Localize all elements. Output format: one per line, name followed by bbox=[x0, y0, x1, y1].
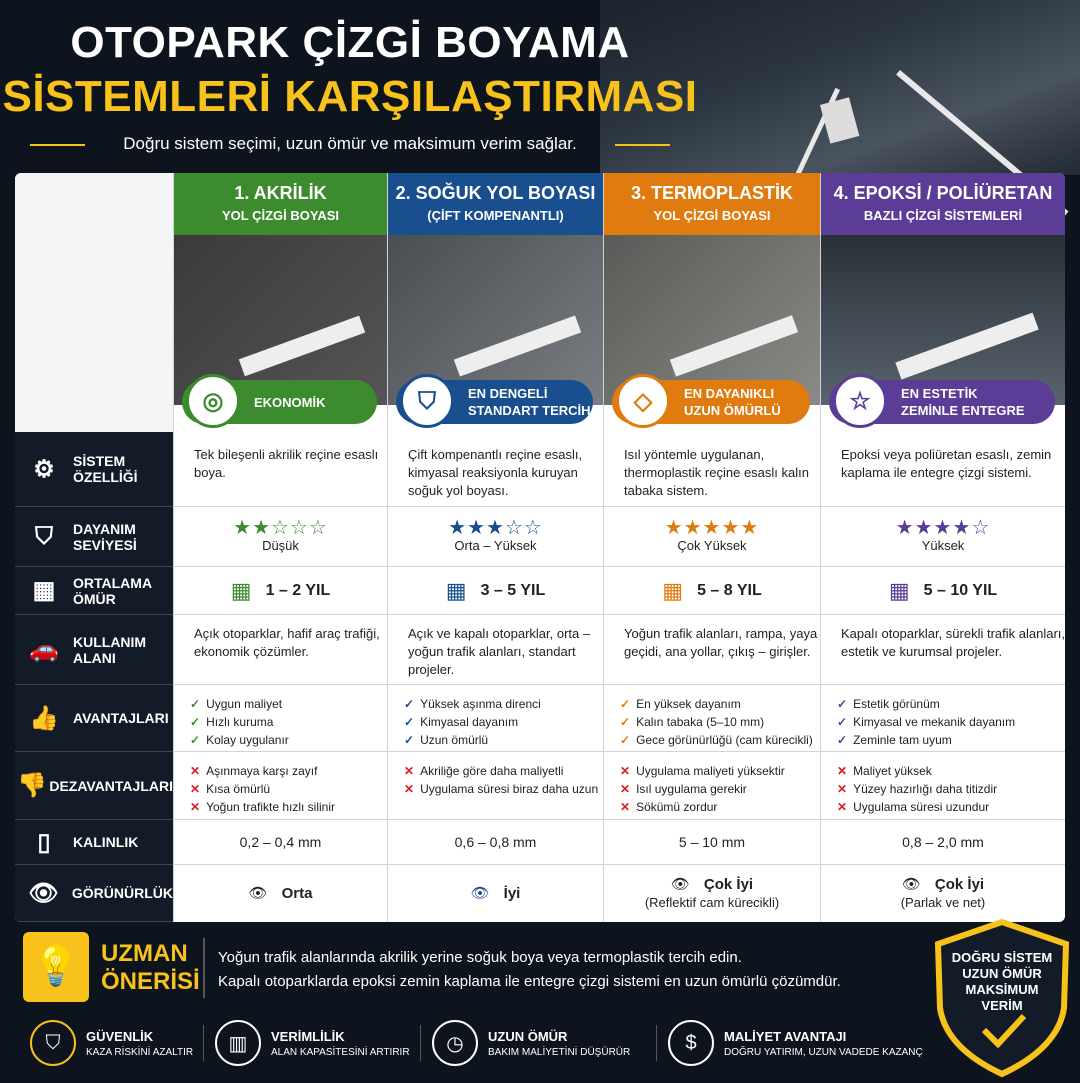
life-cell: ▦ 5 – 10 YIL bbox=[821, 567, 1065, 615]
divider bbox=[203, 1025, 204, 1061]
visibility-cell: 👁 Çok İyi (Reflektif cam kürecikli) bbox=[644, 875, 780, 910]
money-bag-icon: $ bbox=[668, 1020, 714, 1066]
thickness-cell: 0,2 – 0,4 mm bbox=[174, 820, 387, 865]
thickness-cell: 5 – 10 mm bbox=[604, 820, 820, 865]
pros-cell bbox=[604, 685, 820, 752]
cons-cell bbox=[174, 752, 387, 820]
cons-item: ✕ Yüzey hazırlığı daha titizdir bbox=[837, 782, 998, 796]
system-column-1 bbox=[173, 173, 387, 922]
feature-cell: Epoksi veya poliüretan esaslı, zemin kaplama ile entegre çizgi sistemi. bbox=[821, 432, 1065, 507]
pros-cell bbox=[388, 685, 603, 752]
cons-item: ✕ Yoğun trafikte hızlı silinir bbox=[190, 800, 336, 814]
footer-benefit: ⛉ GÜVENLİK KAZA RİSKİNİ AZALTIR bbox=[30, 1018, 193, 1068]
row-label-1: ⛉ DAYANIM SEVİYESİ bbox=[15, 507, 173, 567]
shield-icon: ⛉ bbox=[30, 1020, 76, 1066]
clock-icon: ◷ bbox=[432, 1020, 478, 1066]
column-header: 4. EPOKSİ / POLİÜRETAN BAZLI ÇİZGİ SİSTEMLERİ bbox=[821, 173, 1065, 235]
system-column-2 bbox=[387, 173, 603, 922]
eye-icon: 👁 bbox=[470, 884, 490, 902]
eye-icon: 👁 bbox=[901, 875, 921, 893]
footer-benefit: ▥ VERİMLİLİK ALAN KAPASİTESİNİ ARTIRIR bbox=[215, 1018, 410, 1068]
footer-benefit: ◷ UZUN ÖMÜR BAKIM MALİYETİNİ DÜŞÜRÜR bbox=[432, 1018, 630, 1068]
durability-cell: ★★★☆☆ Orta – Yüksek bbox=[388, 507, 603, 567]
eye-icon: 👁 bbox=[248, 884, 268, 902]
chart-icon: ▥ bbox=[215, 1020, 261, 1066]
cons-item: ✕ Isıl uygulama gerekir bbox=[620, 782, 747, 796]
calendar-icon: ▦ bbox=[445, 577, 467, 603]
lightbulb-icon: 💡 bbox=[23, 932, 89, 1002]
calendar-icon: ▦ bbox=[32, 577, 56, 604]
gear-icon: ⚙ bbox=[33, 455, 55, 483]
thickness-cell: 0,8 – 2,0 mm bbox=[821, 820, 1065, 865]
calendar-icon: ▦ bbox=[662, 577, 684, 603]
car-icon: 🚗 bbox=[29, 636, 59, 663]
star-icon: ☆ bbox=[833, 374, 887, 428]
pros-item: ✓ Uzun ömürlü bbox=[404, 733, 489, 747]
system-badge: ☆ EN ESTETİK ZEMİNLE ENTEGRE bbox=[829, 380, 1055, 424]
pros-item: ✓ Hızlı kuruma bbox=[190, 715, 274, 729]
cons-item: ✕ Uygulama süresi uzundur bbox=[837, 800, 990, 814]
usage-cell: Yoğun trafik alanları, rampa, yaya geçidi, ana yollar, çıkış – girişler. bbox=[604, 615, 820, 685]
column-header: 3. TERMOPLASTİK YOL ÇİZGİ BOYASI bbox=[604, 173, 820, 235]
tip-text: Yoğun trafik alanlarında akrilik yerine soğuk boya veya termoplastik tercih edin. Kapalı otoparklarda epoksi zemin kaplama ile entegre çizgi sistemi en uzun ömürlü çözümdür. bbox=[218, 949, 841, 990]
durability-cell: ★★★★★ Çok Yüksek bbox=[604, 507, 820, 567]
ruler-icon: ▯ bbox=[37, 828, 51, 856]
feature-cell: Isıl yöntemle uygulanan, thermoplastik reçine esaslı kalın tabaka sistem. bbox=[604, 432, 820, 507]
pros-item: ✓ Kimyasal ve mekanik dayanım bbox=[837, 715, 1016, 729]
system-badge: ◇ EN DAYANIKLI UZUN ÖMÜRLÜ bbox=[612, 380, 810, 424]
visibility-cell: 👁 Çok İyi (Parlak ve net) bbox=[900, 875, 986, 910]
divider bbox=[420, 1025, 421, 1061]
pros-item: ✓ Yüksek aşınma direnci bbox=[404, 697, 541, 711]
cons-cell bbox=[388, 752, 603, 820]
visibility-cell: 👁 Orta bbox=[248, 884, 313, 902]
feature-cell: Çift kompenantlı reçine esaslı, kimyasal reaksiyonla kuruyan soğuk yol boyası. bbox=[388, 432, 603, 507]
pros-item: ✓ En yüksek dayanım bbox=[620, 697, 741, 711]
column-header: 1. AKRİLİK YOL ÇİZGİ BOYASI bbox=[174, 173, 387, 235]
star-rating: ★★★★☆ bbox=[895, 516, 991, 539]
thickness-cell: 0,6 – 0,8 mm bbox=[388, 820, 603, 865]
pros-item: ✓ Gece görünürlüğü (cam kürecikli) bbox=[620, 733, 813, 747]
cons-item: ✕ Maliyet yüksek bbox=[837, 764, 932, 778]
life-cell: ▦ 3 – 5 YIL bbox=[388, 567, 603, 615]
pros-item: ✓ Kalın tabaka (5–10 mm) bbox=[620, 715, 765, 729]
row-label-6: ▯ KALINLIK bbox=[15, 820, 173, 865]
pros-cell bbox=[821, 685, 1065, 752]
life-cell: ▦ 5 – 8 YIL bbox=[604, 567, 820, 615]
star-rating: ★★☆☆☆ bbox=[233, 516, 328, 539]
comparison-table bbox=[15, 173, 1065, 922]
title-line2: SİSTEMLERİ KARŞILAŞTIRMASI bbox=[2, 72, 698, 121]
star-rating: ★★★★★ bbox=[664, 516, 760, 539]
column-header: 2. SOĞUK YOL BOYASI (ÇİFT KOMPENANTLI) bbox=[388, 173, 603, 235]
expert-tip bbox=[15, 930, 915, 1010]
cons-cell bbox=[604, 752, 820, 820]
thumbs-down-icon: 👎 bbox=[17, 772, 48, 799]
system-column-3 bbox=[603, 173, 820, 922]
shield-check-icon: ⛉ bbox=[35, 522, 53, 550]
cons-item: ✕ Akriliğe göre daha maliyetli bbox=[404, 764, 564, 778]
life-cell: ▦ 1 – 2 YIL bbox=[174, 567, 387, 615]
row-label-2: ▦ ORTALAMA ÖMÜR bbox=[15, 567, 173, 615]
shield-check-icon: ⛉ bbox=[400, 374, 454, 428]
cons-item: ✕ Uygulama süresi biraz daha uzun bbox=[404, 782, 599, 796]
cons-item: ✕ Kısa ömürlü bbox=[190, 782, 271, 796]
pros-item: ✓ Zeminle tam uyum bbox=[837, 733, 952, 747]
tip-title: UZMAN ÖNERİSİ bbox=[101, 940, 200, 995]
pros-cell bbox=[174, 685, 387, 752]
eye-icon: 👁 bbox=[670, 875, 690, 893]
row-label-7: 👁 GÖRÜNÜRLÜK bbox=[15, 865, 173, 922]
system-badge: ◎ EKONOMİK bbox=[182, 380, 377, 424]
pros-item: ✓ Kolay uygulanır bbox=[190, 733, 289, 747]
star-rating: ★★★☆☆ bbox=[448, 516, 543, 539]
system-column-4 bbox=[820, 173, 1065, 922]
footer-benefit: $ MALİYET AVANTAJI DOĞRU YATIRIM, UZUN VADEDE KAZANÇ bbox=[668, 1018, 923, 1068]
feature-cell: Tek bileşenli akrilik reçine esaslı boya. bbox=[174, 432, 387, 507]
divider bbox=[656, 1025, 657, 1061]
seal-badge: DOĞRU SİSTEM UZUN ÖMÜR MAKSİMUM VERİM bbox=[932, 918, 1072, 1078]
usage-cell: Kapalı otoparklar, sürekli trafik alanları, estetik ve kurumsal projeler. bbox=[821, 615, 1065, 685]
row-label-3: 🚗 KULLANIM ALANI bbox=[15, 615, 173, 685]
system-badge: ⛉ EN DENGELİ STANDART TERCİH bbox=[396, 380, 593, 424]
usage-cell: Açık ve kapalı otoparklar, orta – yoğun trafik alanları, standart projeler. bbox=[388, 615, 603, 685]
visibility-cell: 👁 İyi bbox=[470, 884, 521, 902]
pros-item: ✓ Uygun maliyet bbox=[190, 697, 283, 711]
cons-item: ✕ Aşınmaya karşı zayıf bbox=[190, 764, 318, 778]
pros-item: ✓ Estetik görünüm bbox=[837, 697, 940, 711]
calendar-icon: ▦ bbox=[230, 577, 252, 603]
usage-cell: Açık otoparklar, hafif araç trafiği, ekonomik çözümler. bbox=[174, 615, 387, 685]
row-label-4: 👍 AVANTAJLARI bbox=[15, 685, 173, 752]
row-label-5: 👎 DEZAVANTAJLARI bbox=[15, 752, 173, 820]
cons-cell bbox=[821, 752, 1065, 820]
subtitle: Doğru sistem seçimi, uzun ömür ve maksimum verim sağlar. bbox=[30, 134, 670, 154]
coins-icon: ◎ bbox=[186, 374, 240, 428]
calendar-icon: ▦ bbox=[888, 577, 910, 603]
cons-item: ✕ Uygulama maliyeti yüksektir bbox=[620, 764, 785, 778]
durability-cell: ★★★★☆ Yüksek bbox=[821, 507, 1065, 567]
table-corner bbox=[15, 173, 173, 432]
cons-item: ✕ Sökümü zordur bbox=[620, 800, 718, 814]
durability-cell: ★★☆☆☆ Düşük bbox=[174, 507, 387, 567]
diamond-icon: ◇ bbox=[616, 374, 670, 428]
title-line1: OTOPARK ÇİZGİ BOYAMA bbox=[70, 18, 630, 67]
pros-item: ✓ Kimyasal dayanım bbox=[404, 715, 519, 729]
thumbs-up-icon: 👍 bbox=[29, 704, 59, 732]
row-label-0: ⚙ SİSTEM ÖZELLİĞİ bbox=[15, 432, 173, 507]
eye-icon: 👁 bbox=[28, 879, 59, 907]
divider bbox=[203, 938, 205, 998]
